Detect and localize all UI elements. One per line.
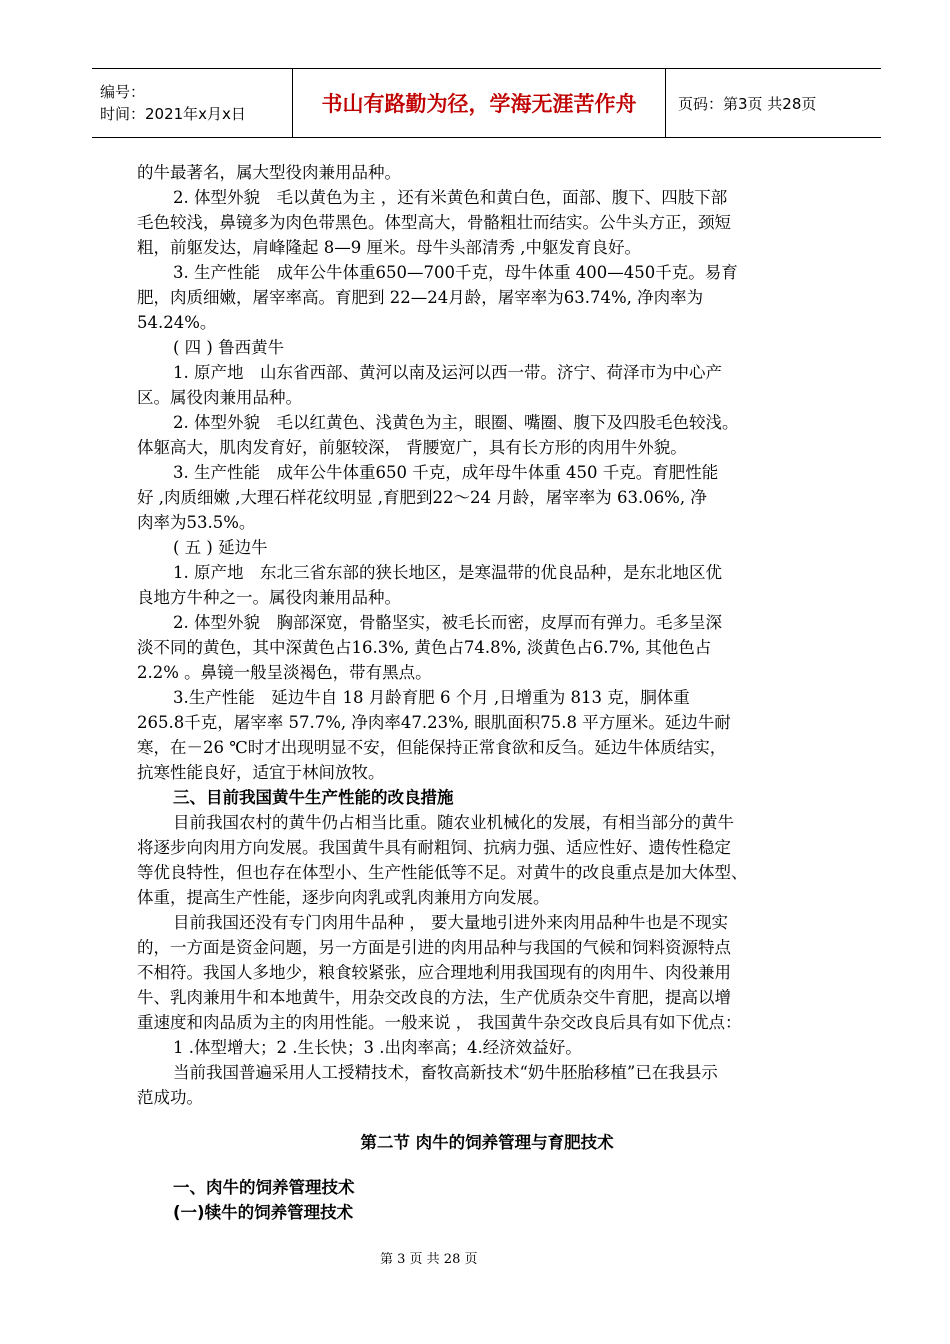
text-line: 体重，提高生产性能，逐步向肉乳或乳肉兼用方向发展。 [137, 888, 550, 907]
text-line: 粗，前躯发达，肩峰隆起 8—9 厘米。母牛头部清秀 ,中躯发育良好。 [137, 238, 641, 257]
text-line: 1. 原产地 东北三省东部的狭长地区，是寒温带的优良品种，是东北地区优 [173, 563, 722, 582]
text-line: 2. 体型外貌 毛以黄色为主 ，还有米黄色和黄白色，面部、腹下、四肢下部 [173, 188, 728, 207]
text-line: 3.生产性能 延边牛自 18 月龄育肥 6 个月 ,日增重为 813 克，胴体重 [173, 688, 690, 707]
document-time-label: 时间：2021年x月x日 [100, 105, 246, 123]
text-line: 目前我国农村的黄牛仍占相当比重。随农业机械化的发展，有相当部分的黄牛 [173, 813, 734, 832]
document-body [137, 160, 837, 1225]
text-line: 淡不同的黄色，其中深黄色占16.3%, 黄色占74.8%, 淡黄色占6.7%, 其他色占 [137, 638, 712, 657]
spacer [137, 1155, 837, 1175]
text-line: 2. 体型外貌 胸部深宽，骨骼坚实，被毛长而密，皮厚而有弹力。毛多呈深 [173, 613, 722, 632]
document-number-label: 编号： [100, 83, 146, 101]
page-header [92, 68, 881, 138]
section-heading: 三、目前我国黄牛生产性能的改良措施 [173, 788, 454, 807]
text-line: 的，一方面是资金问题，另一方面是引进的肉用品种与我国的气候和饲料资源特点 [137, 938, 731, 957]
text-line: 当前我国普遍采用人工授精技术，畜牧高新技术“奶牛胚胎移植”已在我县示 [173, 1063, 718, 1082]
text-line: 体躯高大，肌肉发育好，前躯较深， 背腰宽广，具有长方形的肉用牛外貌。 [137, 438, 687, 457]
text-line: 寒，在－26 ℃时才出现明显不安，但能保持正常食欲和反刍。延边牛体质结实， [137, 738, 727, 757]
text-line: 重速度和肉品质为主的肉用性能。一般来说 ， 我国黄牛杂交改良后具有如下优点： [137, 1013, 742, 1032]
subsection-heading: (一)犊牛的饲养管理技术 [173, 1203, 354, 1222]
text-line: 良地方牛种之一。属役肉兼用品种。 [137, 588, 401, 607]
section-heading: 一、肉牛的饲养管理技术 [173, 1178, 355, 1197]
header-meta [92, 69, 292, 137]
page-footer: 第 3 页 共 28 页 [380, 1252, 478, 1267]
text-line: 265.8千克，屠宰率 57.7%, 净肉率47.23%, 眼肌面积75.8 平方厘米。延边牛耐 [137, 713, 731, 732]
spacer [137, 1110, 837, 1130]
text-line: 好 ,肉质细嫩 ,大理石样花纹明显 ,育肥到22～24 月龄，屠宰率为 63.06%, 净 [137, 488, 707, 507]
text-line: 区。属役肉兼用品种。 [137, 388, 302, 407]
header-motto: 书山有路勤为径，学海无涯苦作舟 [292, 69, 666, 137]
text-line: 目前我国还没有专门肉用牛品种 ， 要大量地引进外来肉用品种牛也是不现实 [173, 913, 728, 932]
text-line: 将逐步向肉用方向发展。我国黄牛具有耐粗饲、抗病力强、适应性好、遗传性稳定 [137, 838, 731, 857]
text-line: 肥，肉质细嫩，屠宰率高。育肥到 22—24月龄，屠宰率为63.74%, 净肉率为 [137, 288, 704, 307]
text-line: 毛色较浅，鼻镜多为肉色带黑色。体型高大，骨骼粗壮而结实。公牛头方正，颈短 [137, 213, 731, 232]
header-page-number: 页码：第3页 共28页 [678, 94, 817, 113]
text-line: 肉率为53.5%。 [137, 513, 256, 532]
subsection-heading: ( 五 ) 延边牛 [173, 538, 268, 557]
text-line: 3. 生产性能 成年公牛体重650—700千克，母牛体重 400—450千克。易育 [173, 263, 738, 282]
text-line: 牛、乳肉兼用牛和本地黄牛，用杂交改良的方法，生产优质杂交牛育肥，提高以增 [137, 988, 731, 1007]
text-line: 1 .体型增大；2 .生长快；3 .出肉率高；4.经济效益好。 [173, 1038, 582, 1057]
text-line: 范成功。 [137, 1088, 203, 1107]
text-line: 2. 体型外貌 毛以红黄色、浅黄色为主，眼圈、嘴圈、腹下及四股毛色较浅。 [173, 413, 739, 432]
text-line: 等优良特性，但也存在体型小、生产性能低等不足。对黄牛的改良重点是加大体型、 [137, 863, 748, 882]
chapter-section-title: 第二节 肉牛的饲养管理与育肥技术 [360, 1133, 614, 1152]
text-line: 2.2% 。鼻镜一般呈淡褐色，带有黑点。 [137, 663, 432, 682]
text-line: 1. 原产地 山东省西部、黄河以南及运河以西一带。济宁、荷泽市为中心产 [173, 363, 722, 382]
text-line: 54.24%。 [137, 313, 217, 332]
text-line: 抗寒性能良好，适宜于林间放牧。 [137, 763, 385, 782]
subsection-heading: ( 四 ) 鲁西黄牛 [173, 338, 285, 357]
text-line: 3. 生产性能 成年公牛体重650 千克，成年母牛体重 450 千克。育肥性能 [173, 463, 719, 482]
text-line: 的牛最著名，属大型役肉兼用品种。 [137, 163, 401, 182]
text-line: 不相符。我国人多地少，粮食较紧张，应合理地利用我国现有的肉用牛、肉役兼用 [137, 963, 731, 982]
